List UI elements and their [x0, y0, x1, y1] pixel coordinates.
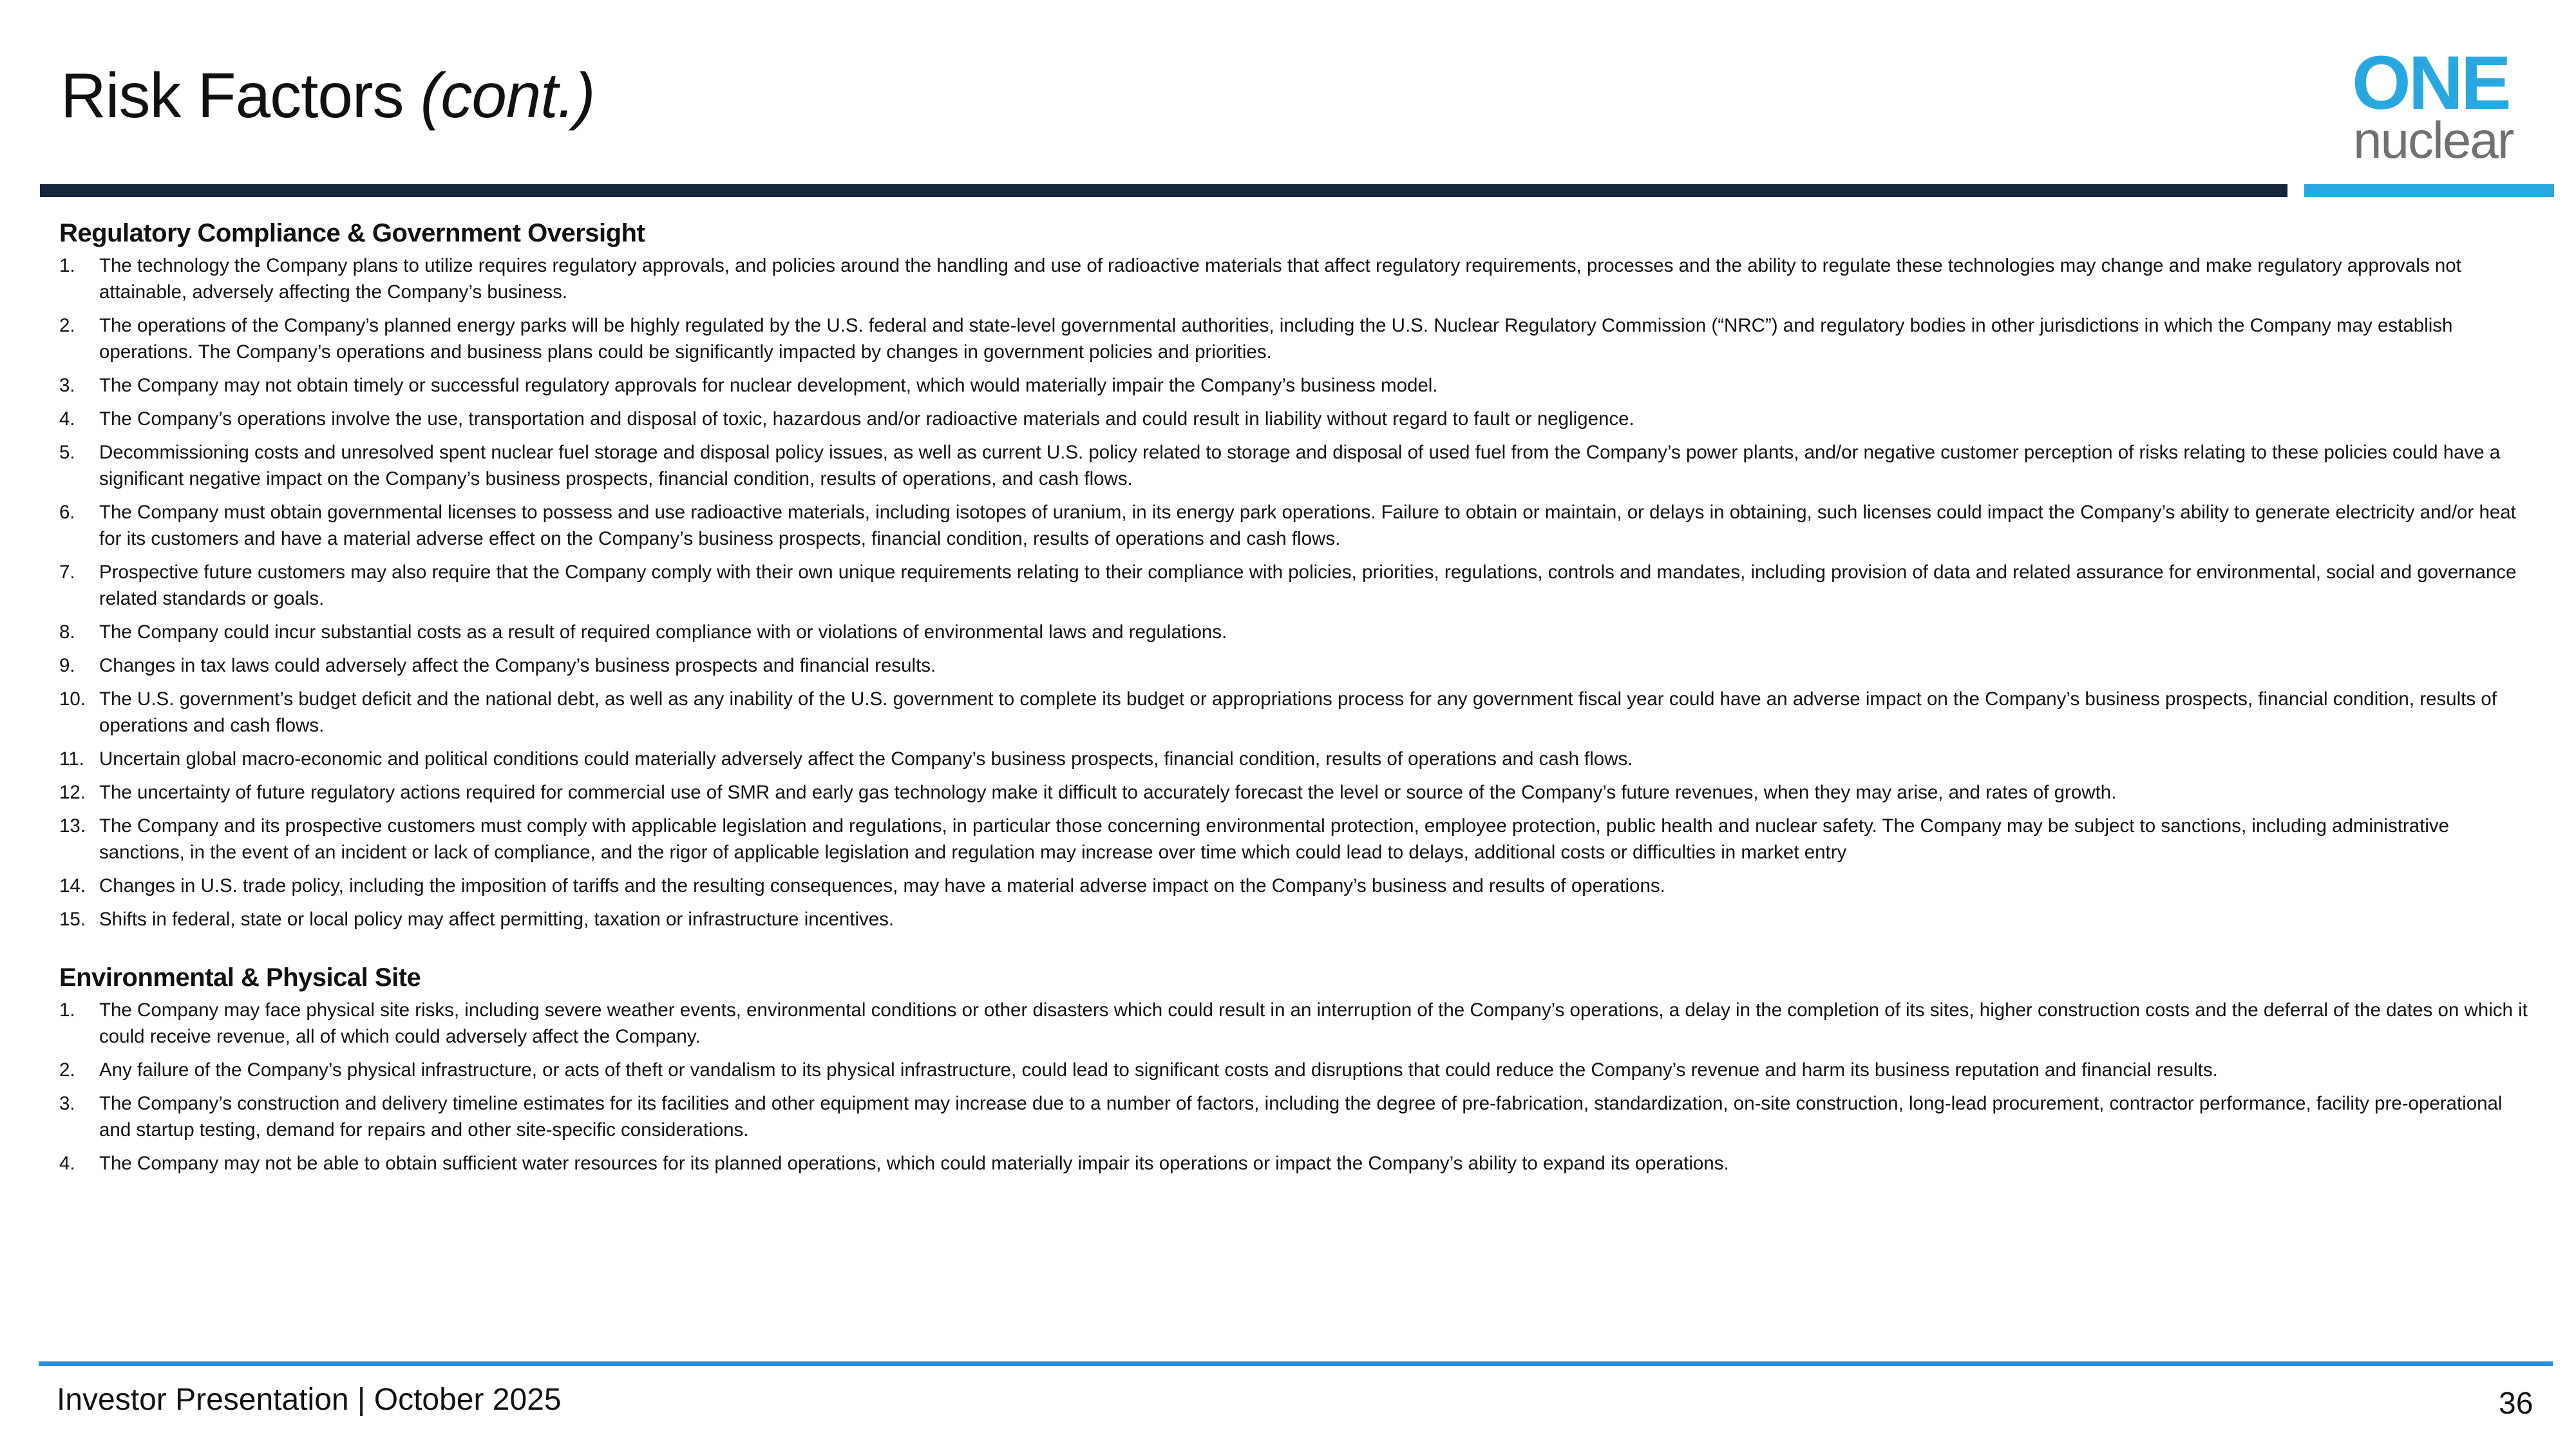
- item-text: Any failure of the Company’s physical infrastructure, or acts of theft or vandalism to its physical infrastructure, could lead to significant costs and disruptions that could reduce the Company’s revenue and harm its business reputation and financial results.: [99, 1059, 2218, 1081]
- item-number: 1.: [59, 999, 75, 1021]
- item-number: 3.: [59, 1093, 75, 1114]
- list-item: [59, 372, 2532, 399]
- item-number: 3.: [59, 375, 75, 396]
- item-number: 4.: [59, 408, 75, 430]
- page-title: [61, 59, 594, 132]
- page-title-suffix: (cont.): [420, 60, 595, 131]
- item-number: 13.: [59, 815, 86, 837]
- header-divider-dark: [40, 184, 2287, 197]
- item-number: 7.: [59, 562, 75, 583]
- logo-word-nuclear: nuclear: [2353, 111, 2514, 169]
- item-text: The Company may not obtain timely or successful regulatory approvals for nuclear development, which would materially impair the Company’s business model.: [99, 375, 1438, 396]
- list-item: [59, 746, 2532, 772]
- item-number: 9.: [59, 655, 75, 676]
- item-text: The Company may not be able to obtain sufficient water resources for its planned operations, which could materially impair its operations or impact the Company’s ability to expand its operations.: [99, 1153, 1729, 1174]
- item-number: 10.: [59, 688, 86, 710]
- item-text: The Company and its prospective customers must comply with applicable legislation and regulations, in particular those concerning environmental protection, employee protection, public health and nuclear safety. The Company may be subject to sanctions, including administrative sanctions, in the event of an incident or lack of compliance, and the rigor of applicable legislation and regulation may increase over time which could lead to delays, additional costs or difficulties in market entry: [99, 815, 2450, 863]
- section-heading-regulatory: Regulatory Compliance & Government Oversight: [59, 219, 645, 247]
- item-text: The uncertainty of future regulatory actions required for commercial use of SMR and early gas technology make it difficult to accurately forecast the level or source of the Company’s future revenues, when they may arise, and rates of growth.: [99, 782, 2117, 803]
- item-text: Changes in tax laws could adversely affect the Company’s business prospects and financial results.: [99, 655, 936, 676]
- item-number: 2.: [59, 315, 75, 336]
- item-number: 2.: [59, 1059, 75, 1081]
- list-item: [59, 906, 2532, 933]
- footer-label: Investor Presentation | October 2025: [57, 1383, 562, 1417]
- item-number: 1.: [59, 255, 75, 276]
- item-text: The Company’s operations involve the use, transportation and disposal of toxic, hazardous and/or radioactive materials and could result in liability without regard to fault or negligence.: [99, 408, 1634, 430]
- list-item: [59, 1057, 2532, 1083]
- item-number: 4.: [59, 1153, 75, 1174]
- footer-divider: [39, 1361, 2553, 1366]
- item-text: The Company could incur substantial costs as a result of required compliance with or violations of environmental laws and regulations.: [99, 621, 1227, 643]
- list-item: [59, 406, 2532, 432]
- item-number: 12.: [59, 782, 86, 803]
- list-item: [59, 499, 2532, 552]
- list-item: [59, 779, 2532, 806]
- regulatory-risk-list: [59, 252, 2532, 933]
- item-number: 15.: [59, 909, 86, 930]
- item-number: 14.: [59, 875, 86, 896]
- list-item: [59, 1150, 2532, 1177]
- environmental-risk-list: [59, 997, 2532, 1177]
- page-number: 36: [2499, 1387, 2533, 1421]
- list-item: [59, 813, 2532, 866]
- list-item: [59, 873, 2532, 899]
- list-item: [59, 252, 2532, 305]
- header-divider-accent: [2304, 184, 2554, 197]
- item-text: Shifts in federal, state or local policy may affect permitting, taxation or infrastructure incentives.: [99, 909, 895, 930]
- list-item: [59, 686, 2532, 739]
- list-item: [59, 559, 2532, 612]
- item-number: 11.: [59, 748, 84, 770]
- item-number: 5.: [59, 442, 75, 463]
- item-text: The Company’s construction and delivery timeline estimates for its facilities and other equipment may increase due to a number of factors, including the degree of pre-fabrication, standardization, on-site construction, long-lead procurement, contractor performance, facility pre-operational and startup testing, demand for repairs and other site-specific considerations.: [99, 1093, 2503, 1141]
- item-text: Decommissioning costs and unresolved spent nuclear fuel storage and disposal policy issues, as well as current U.S. policy related to storage and disposal of used fuel from the Company’s power plants, and/or negative customer perception of risks relating to these policies could have a significant negative impact on the Company’s business prospects, financial condition, results of operations, and cash flows.: [99, 442, 2501, 489]
- list-item: [59, 312, 2532, 365]
- page-title-main: Risk Factors: [61, 60, 404, 131]
- list-item: [59, 997, 2532, 1050]
- item-number: 6.: [59, 502, 75, 523]
- list-item: [59, 652, 2532, 679]
- risk-factors-content: [59, 216, 2532, 1184]
- item-text: The Company may face physical site risks, including severe weather events, environmental conditions or other disasters which could result in an interruption of the Company’s operations, a delay in the completion of its sites, higher construction costs and the deferral of the dates on which it could receive revenue, all of which could adversely affect the Company.: [99, 999, 2528, 1047]
- item-text: Changes in U.S. trade policy, including the imposition of tariffs and the resulting consequences, may have a material adverse impact on the Company’s business and results of operations.: [99, 875, 1665, 896]
- item-text: Uncertain global macro-economic and political conditions could materially adversely affect the Company’s business prospects, financial condition, results of operations and cash flows.: [99, 748, 1633, 770]
- logo-word-one: ONE: [2352, 41, 2509, 126]
- company-logo: [2352, 41, 2539, 169]
- section-heading-environmental: Environmental & Physical Site: [59, 963, 421, 992]
- item-text: The operations of the Company’s planned energy parks will be highly regulated by the U.S. federal and state-level governmental authorities, including the U.S. Nuclear Regulatory Commission (“NRC”) and regulatory bodies in other jurisdictions in which the Company may establish operations. The Company’s operations and business plans could be significantly impacted by changes in government policies and priorities.: [99, 315, 2453, 363]
- item-number: 8.: [59, 621, 75, 643]
- list-item: [59, 439, 2532, 492]
- list-item: [59, 619, 2532, 645]
- item-text: The U.S. government’s budget deficit and the national debt, as well as any inability of the U.S. government to complete its budget or appropriations process for any government fiscal year could have an adverse impact on the Company’s business prospects, financial condition, results of operations and cash flows.: [99, 688, 2497, 736]
- item-text: The Company must obtain governmental licenses to possess and use radioactive materials, including isotopes of uranium, in its energy park operations. Failure to obtain or maintain, or delays in obtaining, such licenses could impact the Company’s ability to generate electricity and/or heat for its customers and have a material adverse effect on the Company’s business prospects, financial condition, results of operations and cash flows.: [99, 502, 2516, 549]
- item-text: Prospective future customers may also require that the Company comply with their own unique requirements relating to their compliance with policies, priorities, regulations, controls and mandates, including provision of data and related assurance for environmental, social and governance related standards or goals.: [99, 562, 2517, 609]
- item-text: The technology the Company plans to utilize requires regulatory approvals, and policies around the handling and use of radioactive materials that affect regulatory requirements, processes and the ability to regulate these technologies may change and make regulatory approvals not attainable, adversely affecting the Company’s business.: [99, 255, 2461, 303]
- list-item: [59, 1090, 2532, 1143]
